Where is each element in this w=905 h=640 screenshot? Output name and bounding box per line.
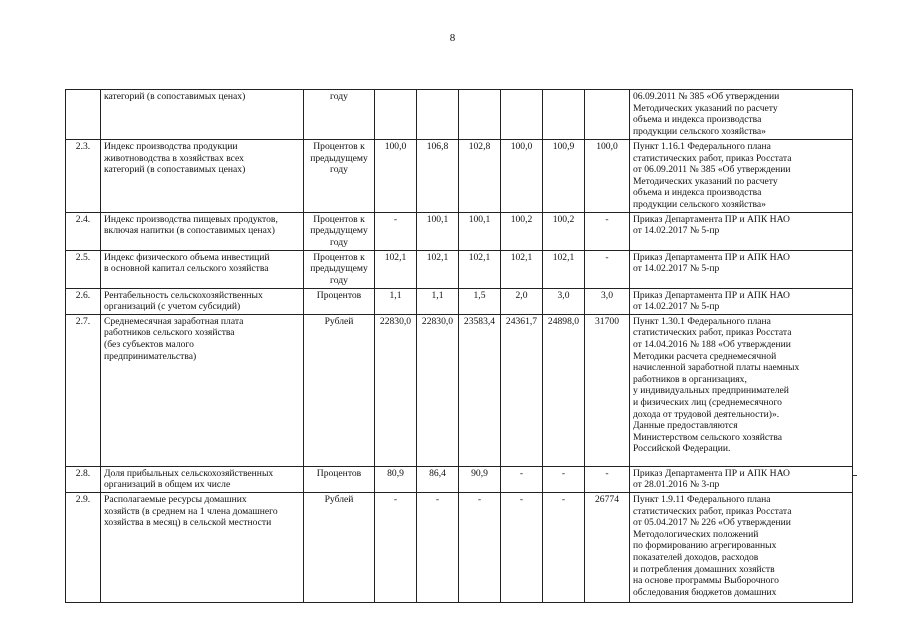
value-cell: 100,0 [585, 140, 630, 213]
value-cell [501, 90, 543, 140]
indicator-name-line: Среднемесячная заработная плата [104, 315, 244, 327]
source-document-line: от 14.02.2017 № 5-пр [633, 301, 720, 313]
source-document-line: статистических работ, приказ Росстата [633, 505, 792, 517]
value-cell: 23583,4 [459, 314, 501, 466]
indicator-name-line: организаций (с учетом субсидий) [104, 301, 241, 313]
unit-of-measure-line: году [330, 164, 348, 176]
indicator-name-line: хозяйства в месяц) в сельской местности [104, 517, 272, 529]
value-cell: 102,8 [459, 140, 501, 213]
indicator-name-line: хозяйств (в среднем на 1 члена домашнего [104, 505, 278, 517]
source-document-line: Методических указаний по расчету [633, 102, 778, 114]
indicator-name-line: Доля прибыльных сельскохозяйственных [104, 467, 274, 479]
value-cell: - [375, 212, 417, 250]
source-document-line: от 14.02.2017 № 5-пр [633, 225, 720, 237]
value-cell: 90,9 [459, 466, 501, 492]
unit-of-measure-line: году [330, 236, 348, 248]
row-number: 2.5. [66, 250, 101, 288]
value-cell: - [543, 466, 585, 492]
indicator-name-line: Рентабельность сельскохозяйственных [104, 289, 263, 301]
unit-of-measure [304, 314, 375, 466]
source-document-line: продукции сельского хозяйства» [633, 198, 766, 210]
indicator-name [101, 466, 304, 492]
value-cell: 100,9 [543, 140, 585, 213]
value-cell: 100,2 [543, 212, 585, 250]
value-cell: 102,1 [543, 250, 585, 288]
source-document-line: по формированию агрегированных [633, 540, 777, 552]
table-body [66, 90, 853, 603]
source-document-line: от 05.04.2017 № 226 «Об утверждении [633, 517, 791, 529]
value-cell: 86,4 [417, 466, 459, 492]
indicator-name-line: (без субъектов малого [104, 338, 194, 350]
source-document-line: Министерством сельского хозяйства [633, 431, 783, 443]
source-document-line: Методологических положений [633, 528, 759, 540]
source-document-line: начисленной заработной платы наемных [633, 362, 800, 374]
source-document-line: обследования бюджетов домашних [633, 586, 777, 598]
unit-of-measure [304, 140, 375, 213]
unit-of-measure [304, 250, 375, 288]
source-document [630, 140, 853, 213]
source-document-line: показателей доходов, расходов [633, 551, 759, 563]
source-document-line: Пункт 1.9.11 Федерального плана [633, 493, 771, 505]
value-cell: 100,0 [375, 140, 417, 213]
value-cell: 102,1 [417, 250, 459, 288]
table-row [66, 90, 853, 140]
indicator-name-line: категорий (в сопоставимых ценах) [104, 164, 246, 176]
value-cell: 2,0 [501, 288, 543, 314]
source-document-line: от 28.01.2016 № 3-пр [633, 479, 720, 491]
value-cell: 100,0 [501, 140, 543, 213]
source-document-line: работников в организациях, [633, 373, 747, 385]
value-cell [417, 90, 459, 140]
source-document-line: Приказ Департамента ПР и АПК НАО [633, 251, 790, 263]
indicator-name-line: в основной капитал сельского хозяйства [104, 263, 269, 275]
indicator-name [101, 212, 304, 250]
margin-dash [853, 475, 857, 476]
value-cell: 24898,0 [543, 314, 585, 466]
unit-of-measure-line: предыдущему [310, 152, 368, 164]
source-document-line: Российской Федерации. [633, 443, 731, 455]
value-cell: 1,1 [375, 288, 417, 314]
unit-of-measure-line: Рублей [324, 493, 354, 505]
source-document-line: Пункт 1.16.1 Федерального плана [633, 141, 771, 152]
value-cell: - [501, 466, 543, 492]
indicator-name-line: животноводства в хозяйствах всех [104, 152, 244, 164]
indicator-name [101, 288, 304, 314]
indicator-name-line: категорий (в сопоставимых ценах) [104, 91, 246, 102]
value-cell: - [417, 492, 459, 602]
table-row [66, 288, 853, 314]
indicator-name-line: Индекс производства пищевых продуктов, [104, 213, 278, 225]
unit-of-measure-line: Процентов к [313, 213, 365, 225]
indicator-name-line: Индекс производства продукции [104, 141, 238, 152]
indicator-name-line: включая напитки (в сопоставимых ценах) [104, 225, 275, 237]
source-document-line: от 14.04.2016 № 188 «Об утверждении [633, 338, 791, 350]
source-document [630, 314, 853, 466]
source-document-line: у индивидуальных предпринимателей [633, 385, 789, 397]
source-document-line: объема и индекса производства [633, 114, 762, 126]
source-document-line: Приказ Департамента ПР и АПК НАО [633, 467, 790, 479]
unit-of-measure-line: году [330, 91, 348, 102]
value-cell: 26774 [585, 492, 630, 602]
source-document-line: Данные предоставляются [633, 420, 738, 432]
unit-of-measure [304, 466, 375, 492]
indicators-table [65, 89, 853, 603]
value-cell: 31700 [585, 314, 630, 466]
unit-of-measure-line: предыдущему [310, 263, 368, 275]
row-number: 2.7. [66, 314, 101, 466]
row-number: 2.6. [66, 288, 101, 314]
source-document-line: от 14.02.2017 № 5-пр [633, 263, 720, 275]
value-cell: 24361,7 [501, 314, 543, 466]
table-row [66, 492, 853, 602]
indicator-name [101, 492, 304, 602]
source-document-line: Методических указаний по расчету [633, 175, 778, 187]
table-row [66, 466, 853, 492]
source-document-line: Пункт 1.30.1 Федерального плана [633, 315, 771, 327]
row-number [66, 90, 101, 140]
source-document [630, 492, 853, 602]
unit-of-measure-line: Процентов к [313, 251, 365, 263]
value-cell: 106,8 [417, 140, 459, 213]
value-cell: - [543, 492, 585, 602]
source-document-line: на основе программы Выборочного [633, 575, 779, 587]
unit-of-measure [304, 492, 375, 602]
value-cell: - [501, 492, 543, 602]
value-cell: - [585, 250, 630, 288]
value-cell: 102,1 [375, 250, 417, 288]
indicator-name-line: организаций в общем их числе [104, 479, 231, 491]
source-document-line: продукции сельского хозяйства» [633, 125, 766, 137]
source-document-line: Приказ Департамента ПР и АПК НАО [633, 289, 790, 301]
unit-of-measure-line: Процентов [316, 467, 362, 479]
row-number: 2.8. [66, 466, 101, 492]
indicator-name-line: Располагаемые ресурсы домашних [104, 493, 247, 505]
value-cell: - [585, 212, 630, 250]
unit-of-measure-line: году [330, 274, 348, 286]
source-document-line: Приказ Департамента ПР и АПК НАО [633, 213, 790, 225]
value-cell: - [585, 466, 630, 492]
page-number: 8 [449, 32, 456, 44]
indicator-name [101, 250, 304, 288]
source-document-line: 06.09.2011 № 385 «Об утверждении [633, 91, 780, 102]
value-cell [543, 90, 585, 140]
unit-of-measure-line: Рублей [324, 315, 354, 327]
source-document-line: Методики расчета среднемесячной [633, 350, 777, 362]
indicator-name [101, 314, 304, 466]
row-number: 2.4. [66, 212, 101, 250]
value-cell: 80,9 [375, 466, 417, 492]
value-cell [585, 90, 630, 140]
table-row [66, 212, 853, 250]
unit-of-measure-line: предыдущему [310, 225, 368, 237]
source-document [630, 250, 853, 288]
source-document-line: от 06.09.2011 № 385 «Об утверждении [633, 164, 791, 176]
unit-of-measure-line: Процентов к [313, 141, 365, 152]
value-cell: 1,5 [459, 288, 501, 314]
source-document-line: статистических работ, приказ Росстата [633, 327, 792, 339]
value-cell: - [375, 492, 417, 602]
indicator-name-line: предпринимательства) [104, 350, 197, 362]
table-row [66, 250, 853, 288]
value-cell: 22830,0 [375, 314, 417, 466]
value-cell [375, 90, 417, 140]
value-cell: 22830,0 [417, 314, 459, 466]
indicator-name [101, 90, 304, 140]
row-number: 2.9. [66, 492, 101, 602]
source-document [630, 90, 853, 140]
table-row [66, 140, 853, 213]
source-document [630, 466, 853, 492]
value-cell: 100,1 [459, 212, 501, 250]
value-cell: - [459, 492, 501, 602]
value-cell: 1,1 [417, 288, 459, 314]
source-document-line: и физических лиц (среднемесячного [633, 396, 782, 408]
source-document-line: статистических работ, приказ Росстата [633, 152, 792, 164]
source-document [630, 288, 853, 314]
value-cell: 100,2 [501, 212, 543, 250]
value-cell [459, 90, 501, 140]
unit-of-measure [304, 288, 375, 314]
value-cell: 3,0 [585, 288, 630, 314]
row-number: 2.3. [66, 140, 101, 213]
indicator-name [101, 140, 304, 213]
unit-of-measure-line: Процентов [316, 289, 362, 301]
value-cell: 102,1 [501, 250, 543, 288]
source-document [630, 212, 853, 250]
source-document-line: объема и индекса производства [633, 187, 762, 199]
table-row [66, 314, 853, 466]
value-cell: 102,1 [459, 250, 501, 288]
value-cell: 3,0 [543, 288, 585, 314]
unit-of-measure [304, 90, 375, 140]
source-document-line: дохода от трудовой деятельности)». [633, 408, 780, 420]
indicator-name-line: Индекс физического объема инвестиций [104, 251, 270, 263]
indicator-name-line: работников сельского хозяйства [104, 327, 235, 339]
unit-of-measure [304, 212, 375, 250]
source-document-line: и потребления домашних хозяйств [633, 563, 775, 575]
value-cell: 100,1 [417, 212, 459, 250]
